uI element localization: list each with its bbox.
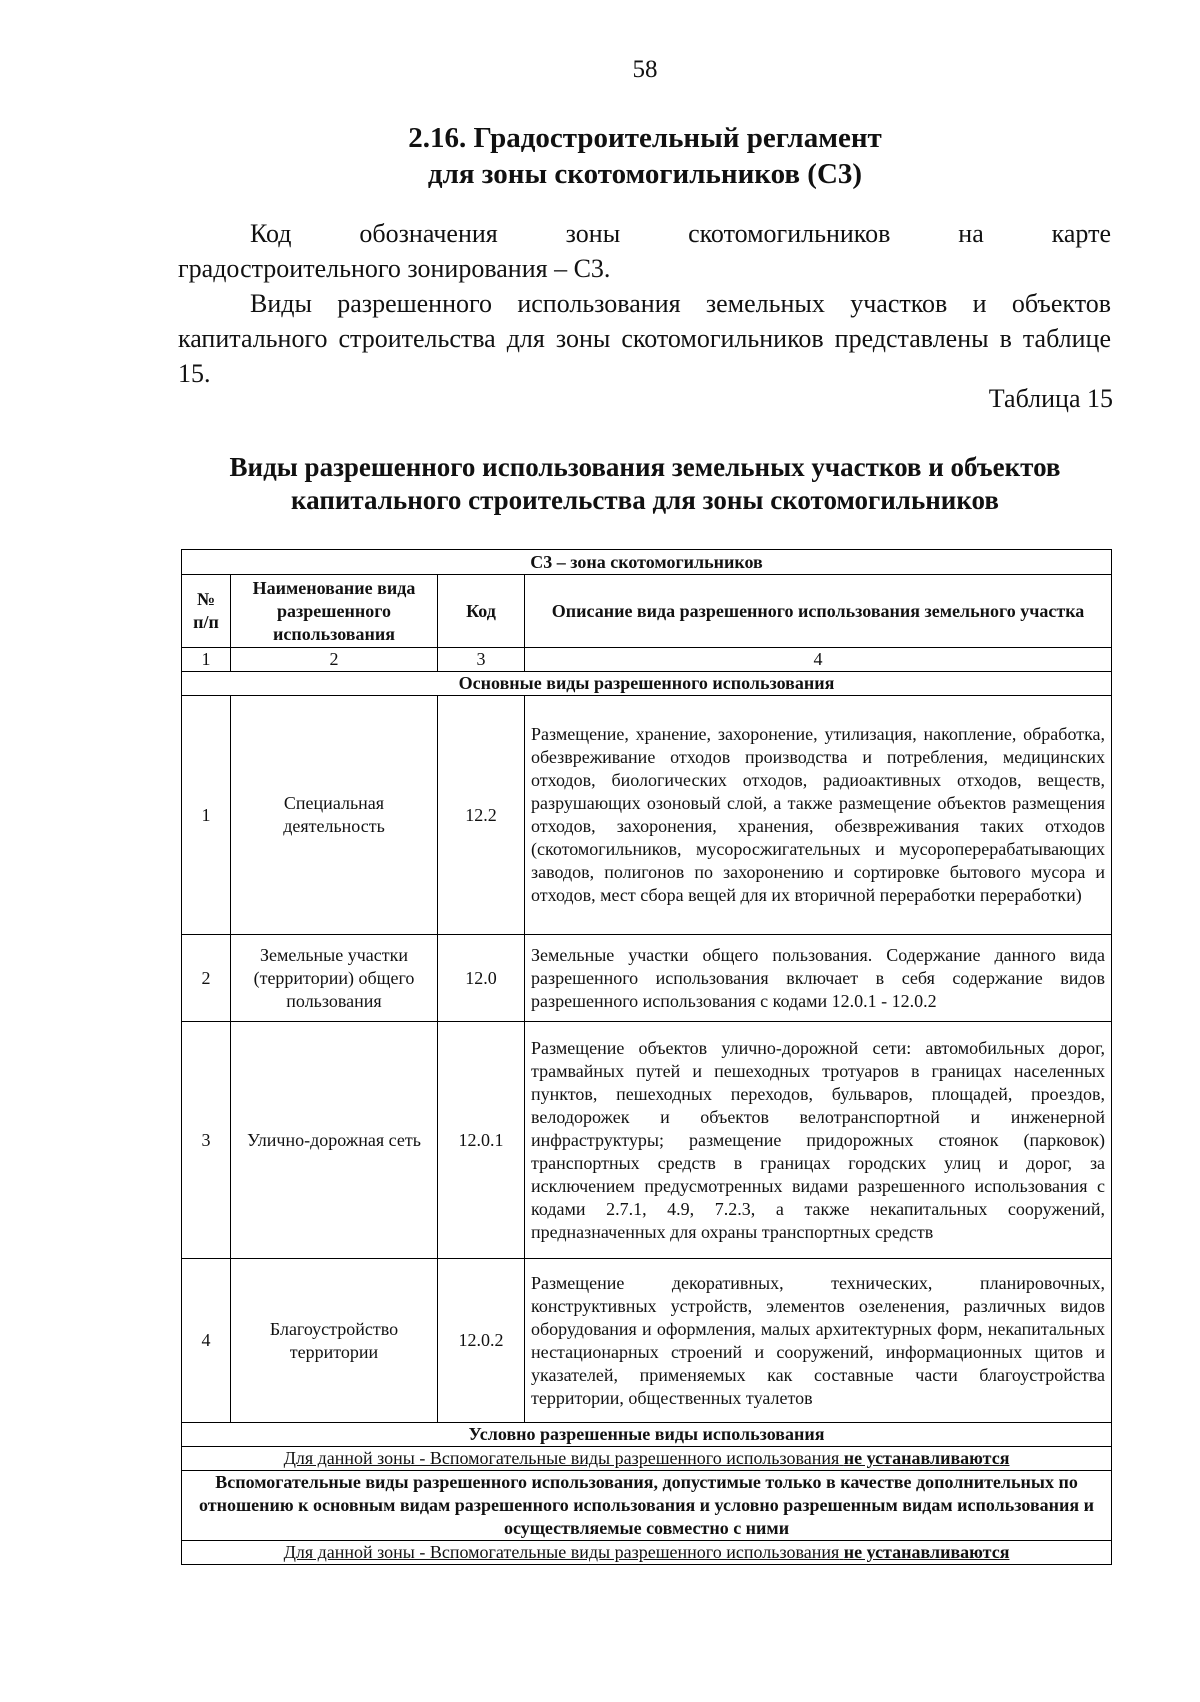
row-desc: Земельные участки общего пользования. Содержание данного вида разрешенного использования включает в себя содержание видов разрешенного использования с кодами 12.0.1 - 12.0.2: [525, 935, 1112, 1022]
land-use-table: [181, 549, 1112, 1565]
row-code: 12.0: [438, 935, 525, 1022]
row-code: 12.0.2: [438, 1259, 525, 1423]
main-section-header: Основные виды разрешенного использования: [182, 672, 1112, 696]
col-number: 3: [438, 648, 525, 672]
section-title-line1: 2.16. Градостроительный регламент: [408, 122, 882, 154]
col-number: 4: [525, 648, 1112, 672]
row-num: 2: [182, 935, 231, 1022]
row-code: 12.0.1: [438, 1022, 525, 1259]
section-title: [0, 120, 1200, 192]
auxiliary-section-header: Вспомогательные виды разрешенного использования, допустимые только в качестве дополнительных по отношению к основным видам разрешенного использования и условно разрешенным видам использования и осуществляемые совместно с ними: [182, 1471, 1112, 1541]
row-num: 1: [182, 696, 231, 935]
table-row: [182, 1259, 1112, 1423]
row-desc: Размещение, хранение, захоронение, утилизация, накопление, обработка, обезвреживание отходов производства и потребления, медицинских отходов, биологических отходов, радиоактивных отходов, веществ, разрушающих озоновый слой, а также размещение объектов размещения отходов, захоронения, хранения, обезвреживания таких отходов (скотомогильников, мусоросжигательных и мусороперерабатывающих заводов, полигонов по захоронению и сортировке бытового мусора и отходов, мест сбора вещей для их вторичной переработки переработки): [525, 696, 1112, 935]
intro-paragraph-2: Виды разрешенного использования земельных участков и объектов капитального строительства для зоны скотомогильников представлены в таблице 15.: [178, 289, 1111, 388]
intro-text: [178, 216, 1111, 391]
section-title-line2: для зоны скотомогильников (С3): [427, 158, 863, 190]
auxiliary-note-bold: не устанавливаются: [843, 1542, 1010, 1562]
conditional-note-text: Для данной зоны - Вспомогательные виды разрешенного использования: [283, 1448, 840, 1468]
conditional-section-header: Условно разрешенные виды использования: [182, 1423, 1112, 1447]
col-header-desc: Описание вида разрешенного использования земельного участка: [525, 575, 1112, 648]
col-header-num: № п/п: [182, 575, 231, 648]
col-number: 1: [182, 648, 231, 672]
row-desc: Размещение объектов улично-дорожной сети: автомобильных дорог, трамвайных путей и пешеходных тротуаров в границах населенных пунктов, пешеходных переходов, бульваров, площадей, проездов, велодорожек и объектов велотранспортной и инженерной инфраструктуры; размещение придорожных стоянок (парковок) транспортных средств в границах городских улиц и дорог, за исключением предусмотренных видами разрешенного использования с кодами 2.7.1, 4.9, 7.2.3, а также некапитальных сооружений, предназначенных для охраны транспортных средств: [525, 1022, 1112, 1259]
table-row: [182, 935, 1112, 1022]
intro-paragraph-1-line-1: Код обозначения зоны скотомогильников на карте: [250, 219, 1111, 248]
row-name: Благоустройство территории: [231, 1259, 438, 1423]
table-number: Таблица 15: [988, 384, 1113, 413]
col-number: 2: [231, 648, 438, 672]
row-num: 4: [182, 1259, 231, 1423]
row-code: 12.2: [438, 696, 525, 935]
table-title-line2: капитального строительства для зоны скотомогильников: [291, 485, 999, 515]
row-num: 3: [182, 1022, 231, 1259]
table-title: [0, 451, 1200, 517]
auxiliary-note-text: Для данной зоны - Вспомогательные виды разрешенного использования: [283, 1542, 840, 1562]
table-row: [182, 1022, 1112, 1259]
col-header-code: Код: [438, 575, 525, 648]
conditional-note: [182, 1447, 1112, 1471]
row-name: Специальная деятельность: [231, 696, 438, 935]
intro-paragraph-1-line-2: градостроительного зонирования – С3.: [178, 254, 611, 283]
conditional-note-bold: не устанавливаются: [843, 1448, 1010, 1468]
table-title-line1: Виды разрешенного использования земельных участков и объектов: [229, 452, 1061, 482]
table-row: [182, 696, 1112, 935]
row-name: Улично-дорожная сеть: [231, 1022, 438, 1259]
page-number: 58: [632, 56, 658, 83]
col-header-name: Наименование вида разрешенного использования: [231, 575, 438, 648]
row-name: Земельные участки (территории) общего пользования: [231, 935, 438, 1022]
zone-header: С3 – зона скотомогильников: [182, 550, 1112, 575]
row-desc: Размещение декоративных, технических, планировочных, конструктивных устройств, элементов озеленения, различных видов оборудования и оформления, малых архитектурных форм, некапитальных нестационарных строений и сооружений, информационных щитов и указателей, применяемых как составные части благоустройства территории, общественных туалетов: [525, 1259, 1112, 1423]
auxiliary-note: [182, 1541, 1112, 1565]
